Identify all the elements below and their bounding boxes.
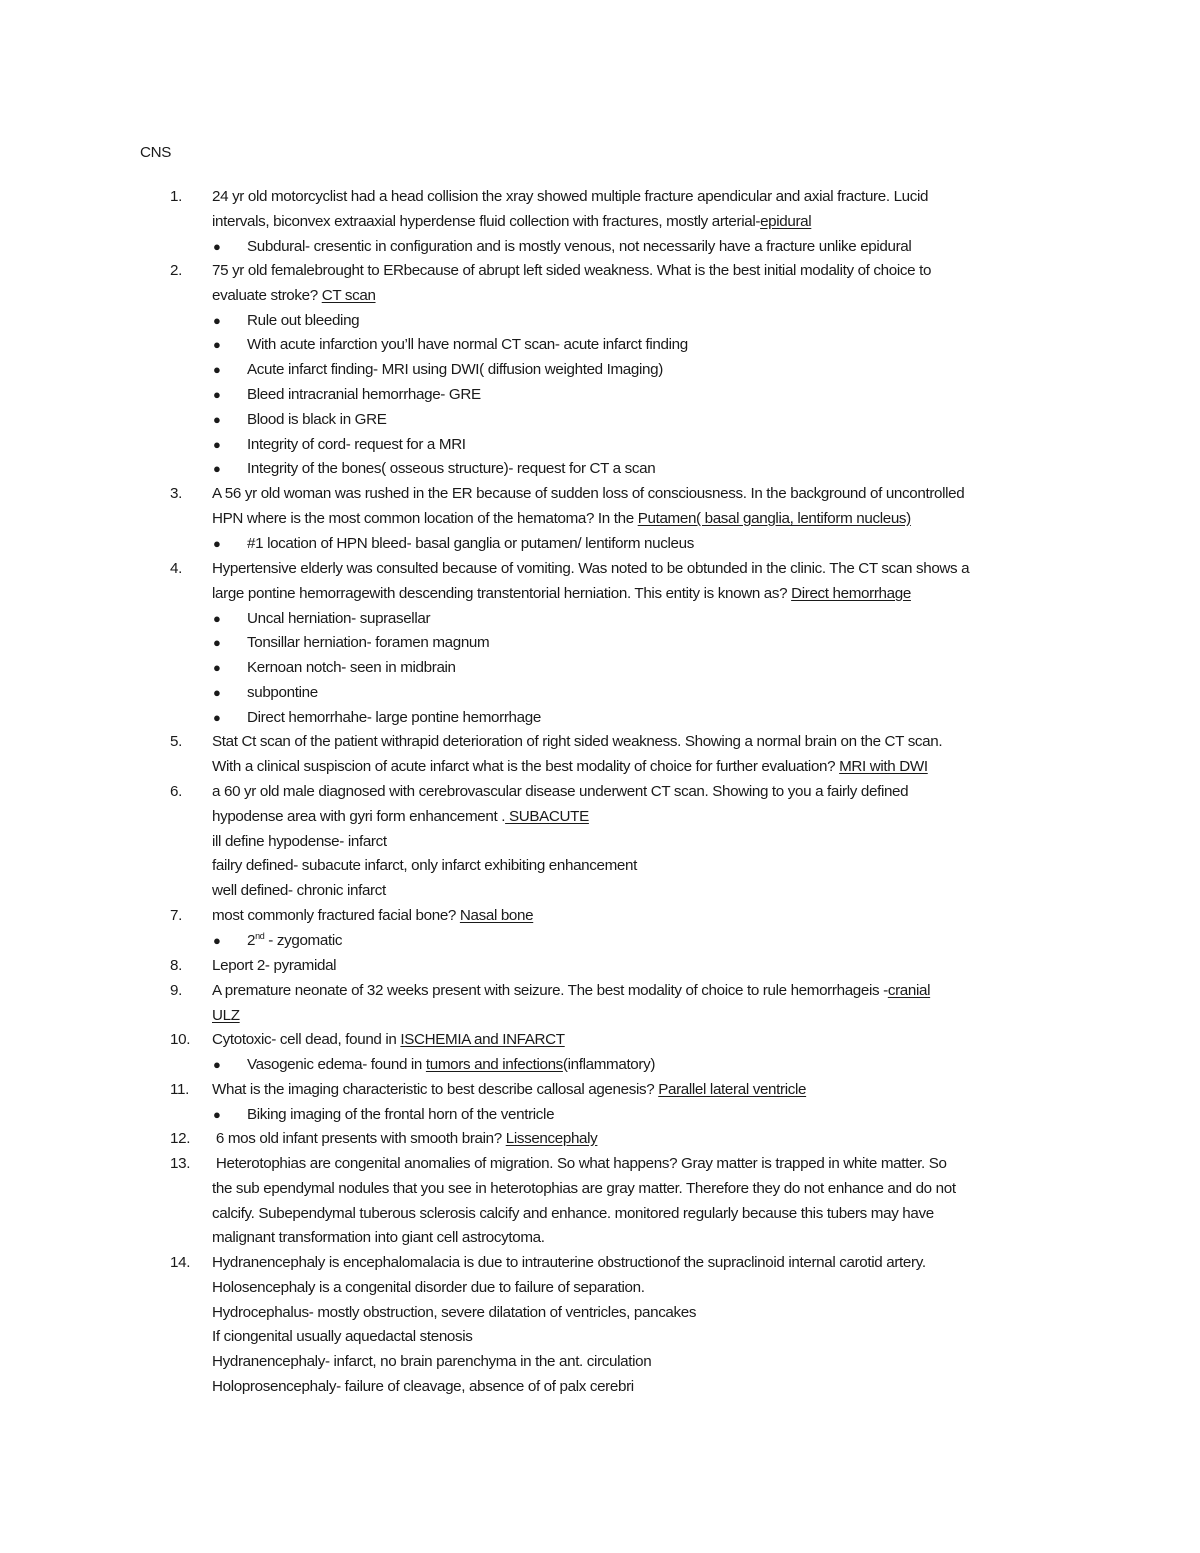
answer-text: cranial [887,982,931,999]
item-text-line: With a clinical suspiscion of acute infarct what is the best modality of choice for further evaluation? MRI with DWI [212,757,928,775]
item-number: 2. [170,262,182,279]
item-number: 11. [170,1081,189,1098]
bullet-item: ● Acute infarct finding- MRI using DWI( diffusion weighted Imaging) [0,358,1200,383]
answer-text: epidural [760,212,812,230]
bullet-item: ● Rule out bleeding [0,309,1200,334]
bullet-item: ● 2nd - zygomatic [0,929,1200,954]
answer-text: Nasal bone [459,907,534,924]
item-number: 14. [170,1254,191,1271]
answer-text: tumors and infections [425,1055,563,1073]
item-text: Holoprosencephaly- failure of cleavage, absence of of palx cerebri [212,1377,634,1395]
bullet-item: ● Biking imaging of the frontal horn of the ventricle [0,1103,1200,1128]
item-number: 7. [170,907,182,924]
item-text: Heterotophias are congenital anomalies of migration. So what happens? Gray matter is trapped in white matter. So [212,1155,947,1172]
list-item-9 [0,979,1200,1029]
list-item-7 [0,904,1200,954]
answer-text: Lissencephaly [505,1130,598,1147]
list-item-11 [0,1078,1200,1128]
list-item-8 [0,954,1200,979]
answer-text: CT scan [321,286,376,304]
bullet-icon: ● [213,312,221,328]
bullet-icon: ● [213,411,221,427]
bullet-icon: ● [213,932,221,948]
list-item-6 [0,780,1200,904]
item-text: Holosencephaly is a congenital disorder due to failure of separation. [212,1278,645,1296]
item-number: 1. [170,188,182,205]
bullet-icon: ● [213,386,221,402]
item-number: 3. [170,485,182,502]
bullet-item: ● subpontine [0,681,1200,706]
item-text-line: most commonly fractured facial bone? Nasal bone [212,907,534,924]
document-title: CNS [140,144,172,161]
item-text: Hypertensive elderly was consulted because of vomiting. Was noted to be obtunded in the clinic. The CT scan shows a [212,560,970,577]
bullet-icon: ● [213,610,221,626]
answer-text: Direct hemorrhage [791,584,911,602]
item-number: 12. [170,1130,191,1147]
item-text: Hydranencephaly- infarct, no brain parenchyma in the ant. circulation [212,1353,652,1371]
bullet-item: ● Direct hemorrhahe- large pontine hemorrhage [0,706,1200,731]
bullet-icon: ● [213,1106,221,1122]
answer-text: SUBACUTE [505,807,589,825]
item-text: failry defined- subacute infarct, only infarct exhibiting enhancement [212,857,637,875]
list-item-5 [0,730,1200,780]
item-text-line: What is the imaging characteristic to best describe callosal agenesis? Parallel lateral ventricle [212,1081,807,1098]
item-text-line: 6 mos old infant presents with smooth brain? Lissencephaly [212,1130,598,1147]
item-text-line: evaluate stroke? CT scan [212,286,376,304]
item-text: a 60 yr old male diagnosed with cerebrovascular disease underwent CT scan. Showing to you a fairly defined [212,783,909,800]
bullet-icon: ● [213,461,221,477]
bullet-icon: ● [213,535,221,551]
bullet-icon: ● [213,436,221,452]
bullet-icon: ● [213,1056,221,1072]
item-text-line: A premature neonate of 32 weeks present with seizure. The best modality of choice to rule hemorrhageis -cranial [212,982,931,999]
item-text: Leport 2- pyramidal [212,957,337,974]
item-text: calcify. Subependymal tuberous sclerosis calcify and enhance. monitored regularly because this tubers may have [212,1204,934,1222]
bullet-icon: ● [213,660,221,676]
item-number: 4. [170,560,182,577]
bullet-icon: ● [213,238,221,254]
item-text-line: large pontine hemorragewith descending transtentorial herniation. This entity is known as? Direct hemorrhage [212,584,911,602]
item-text: If ciongenital usually aquedactal stenosis [212,1328,473,1346]
list-item-12 [0,1127,1200,1152]
item-text: Hydrocephalus- mostly obstruction, severe dilatation of ventricles, pancakes [212,1303,697,1321]
item-text: 75 yr old femalebrought to ERbecause of abrupt left sided weakness. What is the best initial modality of choice to [212,262,932,279]
list-item-14 [0,1251,1200,1400]
item-number: 13. [170,1155,191,1172]
answer-text: Parallel lateral ventricle [658,1081,807,1098]
bullet-item: ● Integrity of cord- request for a MRI [0,433,1200,458]
bullet-item: ● Vasogenic edema- found in tumors and infections(inflammatory) [0,1053,1200,1078]
item-number: 5. [170,733,182,750]
item-text-line: hypodense area with gyri form enhancement . SUBACUTE [212,807,589,825]
bullet-item: ● Kernoan notch- seen in midbrain [0,656,1200,681]
item-number: 8. [170,957,182,974]
bullet-icon: ● [213,684,221,700]
bullet-item: ● Integrity of the bones( osseous structure)- request for CT a scan [0,457,1200,482]
list-item-1 [0,185,1200,259]
list-item-4 [0,557,1200,731]
bullet-icon: ● [213,709,221,725]
item-text-line: Cytotoxic- cell dead, found in ISCHEMIA and INFARCT [212,1031,565,1048]
answer-text: MRI with DWI [839,757,928,775]
item-text: Stat Ct scan of the patient withrapid deterioration of right sided weakness. Showing a normal brain on the CT scan. [212,733,943,750]
bullet-item: ● Bleed intracranial hemorrhage- GRE [0,383,1200,408]
list-item-3 [0,482,1200,556]
item-number: 10. [170,1031,191,1048]
item-text: ill define hypodense- infarct [212,832,387,850]
bullet-item: ● #1 location of HPN bleed- basal ganglia or putamen/ lentiform nucleus [0,532,1200,557]
bullet-item: ● Subdural- cresentic in configuration and is mostly venous, not necessarily have a fracture unlike epidural [0,235,1200,260]
bullet-item: ● Uncal herniation- suprasellar [0,607,1200,632]
item-number: 9. [170,982,182,999]
item-text: the sub ependymal nodules that you see in heterotophias are gray matter. Therefore they do not enhance and do not [212,1179,956,1197]
list-item-10 [0,1028,1200,1078]
item-text: 24 yr old motorcyclist had a head collision the xray showed multiple fracture apendicular and axial fracture. Lucid [212,188,929,205]
item-text-line: HPN where is the most common location of the hematoma? In the Putamen( basal ganglia, lentiform nucleus) [212,509,911,527]
item-text: A 56 yr old woman was rushed in the ER because of sudden loss of consciousness. In the background of uncontrolled [212,485,965,502]
list-item-2 [0,259,1200,482]
item-text-line: intervals, biconvex extraaxial hyperdense fluid collection with fractures, mostly arterial-epidural [212,212,812,230]
item-number: 6. [170,783,182,800]
bullet-icon: ● [213,362,221,378]
bullet-item: ● With acute infarction you’ll have normal CT scan- acute infarct finding [0,333,1200,358]
bullet-icon: ● [213,337,221,353]
answer-text: Putamen( basal ganglia, lentiform nucleus) [637,509,911,527]
item-text: Hydranencephaly is encephalomalacia is due to intrauterine obstructionof the supraclinoid internal carotid artery. [212,1254,926,1271]
answer-text: ULZ [212,1006,240,1024]
bullet-icon: ● [213,635,221,651]
bullet-item: ● Tonsillar herniation- foramen magnum [0,631,1200,656]
bullet-item: ● Blood is black in GRE [0,408,1200,433]
item-text: well defined- chronic infarct [212,882,386,900]
item-text: malignant transformation into giant cell astrocytoma. [212,1229,545,1247]
list-item-13 [0,1152,1200,1251]
answer-text: ISCHEMIA and INFARCT [400,1031,565,1048]
